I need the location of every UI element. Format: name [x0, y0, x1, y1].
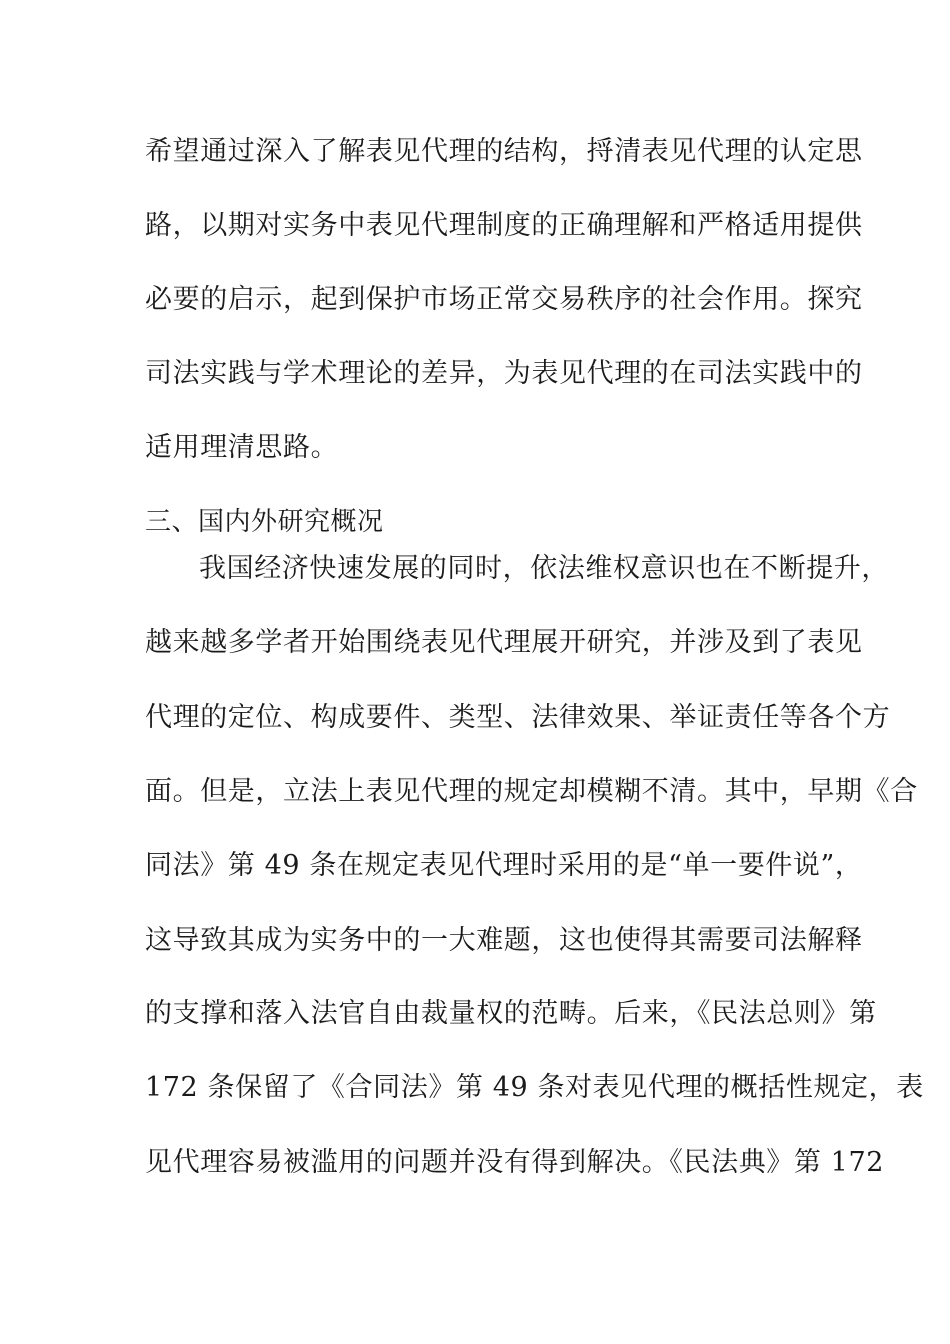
paragraph-line: 见代理容易被滥用的问题并没有得到解决。《民法典》第 172: [145, 1147, 885, 1178]
paragraph-line: 路，以期对实务中表见代理制度的正确理解和严格适用提供: [145, 210, 863, 241]
paragraph-line: 越来越多学者开始围绕表见代理展开研究，并涉及到了表见: [145, 627, 863, 658]
paragraph-line: 这导致其成为实务中的一大难题，这也使得其需要司法解释: [145, 925, 863, 956]
paragraph-line: 必要的启示，起到保护市场正常交易秩序的社会作用。探究: [145, 284, 863, 315]
paragraph-line: 代理的定位、构成要件、类型、法律效果、举证责任等各个方: [145, 702, 891, 733]
paragraph-line: 的支撑和落入法官自由裁量权的范畴。后来，《民法总则》第: [145, 998, 877, 1029]
section-heading: 三、国内外研究概况: [145, 507, 384, 537]
paragraph-line: 我国经济快速发展的同时，依法维权意识也在不断提升，: [199, 553, 889, 584]
paragraph-line: 同法》第 49 条在规定表见代理时采用的是“单一要件说”，: [145, 850, 863, 881]
paragraph-line: 面。但是，立法上表见代理的规定却模糊不清。其中，早期《合: [145, 776, 918, 807]
paragraph-line: 适用理清思路。: [145, 432, 339, 463]
paragraph-line: 172 条保留了《合同法》第 49 条对表见代理的概括性规定，表: [145, 1072, 924, 1103]
paragraph-line: 司法实践与学术理论的差异，为表见代理的在司法实践中的: [145, 358, 863, 389]
paragraph-line: 希望通过深入了解表见代理的结构，捋清表见代理的认定思: [145, 136, 863, 167]
